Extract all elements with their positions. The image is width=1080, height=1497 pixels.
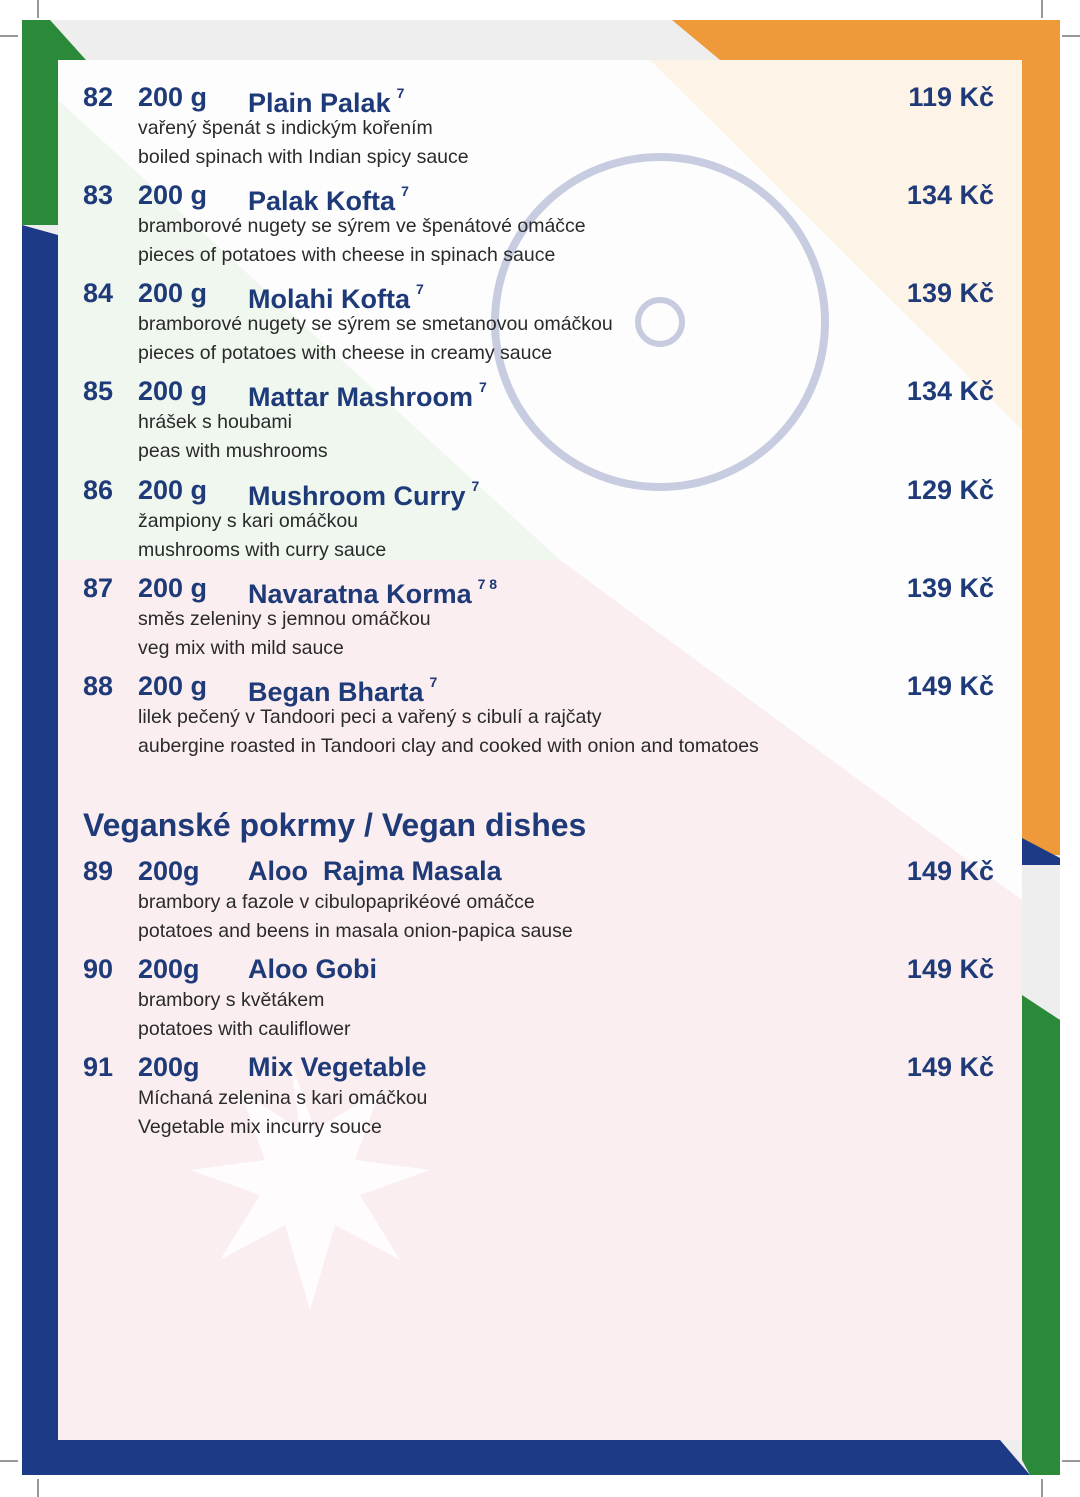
allergen-codes: 7 [416,281,424,297]
item-number: 87 [83,573,114,603]
allergen-codes: 7 [429,674,438,690]
item-name [248,953,377,985]
item-number: 82 [83,82,114,112]
item-price: 149 Kč [906,856,994,886]
item-weight: 200g [138,954,200,984]
item-name-text: Molahi Kofta [248,284,410,314]
item-description-cz: lilek pečený v Tandoori peci a vařený s cibulí a rajčaty [138,706,602,728]
item-name-text: Aloo Rajma Masala [248,856,502,886]
item-name-text: Mushroom Curry [248,481,466,511]
item-weight: 200 g [138,671,208,701]
item-number: 84 [83,278,114,308]
item-name-text: Mattar Mashroom [248,382,474,412]
item-name-text: Aloo Gobi [248,954,377,984]
item-price: 139 Kč [906,573,994,603]
item-weight: 200 g [138,82,208,112]
item-description-cz: hrášek s houbami [138,411,292,433]
item-description-cz: žampiony s kari omáčkou [138,510,359,532]
item-number: 88 [83,671,114,701]
item-description-en: veg mix with mild sauce [138,637,344,659]
item-price: 139 Kč [906,278,994,308]
item-description-en: pieces of potatoes with cheese in creamy sauce [138,342,553,364]
item-weight: 200 g [138,278,208,308]
allergen-codes: 7 8 [477,576,498,592]
item-price: 134 Kč [906,180,994,210]
item-name-text: Navaratna Korma [248,579,472,609]
item-price: 119 Kč [908,82,994,112]
item-description-en: aubergine roasted in Tandoori clay and cooked with onion and tomatoes [138,735,759,757]
allergen-codes: 7 [471,478,480,494]
item-price: 134 Kč [906,376,994,406]
item-description-cz: směs zeleniny s jemnou omáčkou [138,608,431,630]
item-description-en: pieces of potatoes with cheese in spinach sauce [138,244,556,266]
item-price: 149 Kč [906,671,994,701]
item-number: 83 [83,180,114,210]
item-number: 90 [83,954,114,984]
item-number: 91 [83,1052,114,1082]
item-description-cz: Míchaná zelenina s kari omáčkou [138,1087,428,1109]
item-name-text: Began Bharta [248,677,424,707]
item-description-cz: bramborové nugety se sýrem ve špenátové omáčce [138,215,586,237]
item-description-en: potatoes and beens in masala onion-papica sause [138,920,573,942]
item-description-cz: vařený špenát s indickým kořením [138,117,433,139]
item-name [248,1051,427,1083]
allergen-codes: 7 [401,183,409,199]
item-number: 86 [83,475,114,505]
item-description-en: peas with mushrooms [138,440,328,462]
item-description-en: boiled spinach with Indian spicy sauce [138,146,469,168]
item-price: 129 Kč [906,475,994,505]
item-number: 85 [83,376,114,406]
item-description-en: Vegetable mix incurry souce [138,1116,382,1138]
allergen-codes: 7 [479,379,487,395]
item-price: 149 Kč [906,1052,994,1082]
item-name-text: Palak Kofta [248,186,396,216]
allergen-codes: 7 [396,85,405,101]
item-name-text: Mix Vegetable [248,1052,427,1082]
item-weight: 200g [138,1052,200,1082]
item-description-cz: brambory a fazole v cibulopaprikéové omáčce [138,891,535,913]
item-weight: 200 g [138,475,208,505]
section-heading-vegan: Veganské pokrmy / Vegan dishes [83,807,587,843]
item-number: 89 [83,856,114,886]
item-description-en: potatoes with cauliflower [138,1018,351,1040]
item-weight: 200g [138,856,200,886]
item-name [248,855,502,887]
item-price: 149 Kč [906,954,994,984]
item-description-cz: bramborové nugety se sýrem se smetanovou omáčkou [138,313,613,335]
item-weight: 200 g [138,376,208,406]
item-description-en: mushrooms with curry sauce [138,539,387,561]
item-weight: 200 g [138,573,208,603]
item-name-text: Plain Palak [248,88,391,118]
item-description-cz: brambory s květákem [138,989,325,1011]
item-weight: 200 g [138,180,208,210]
